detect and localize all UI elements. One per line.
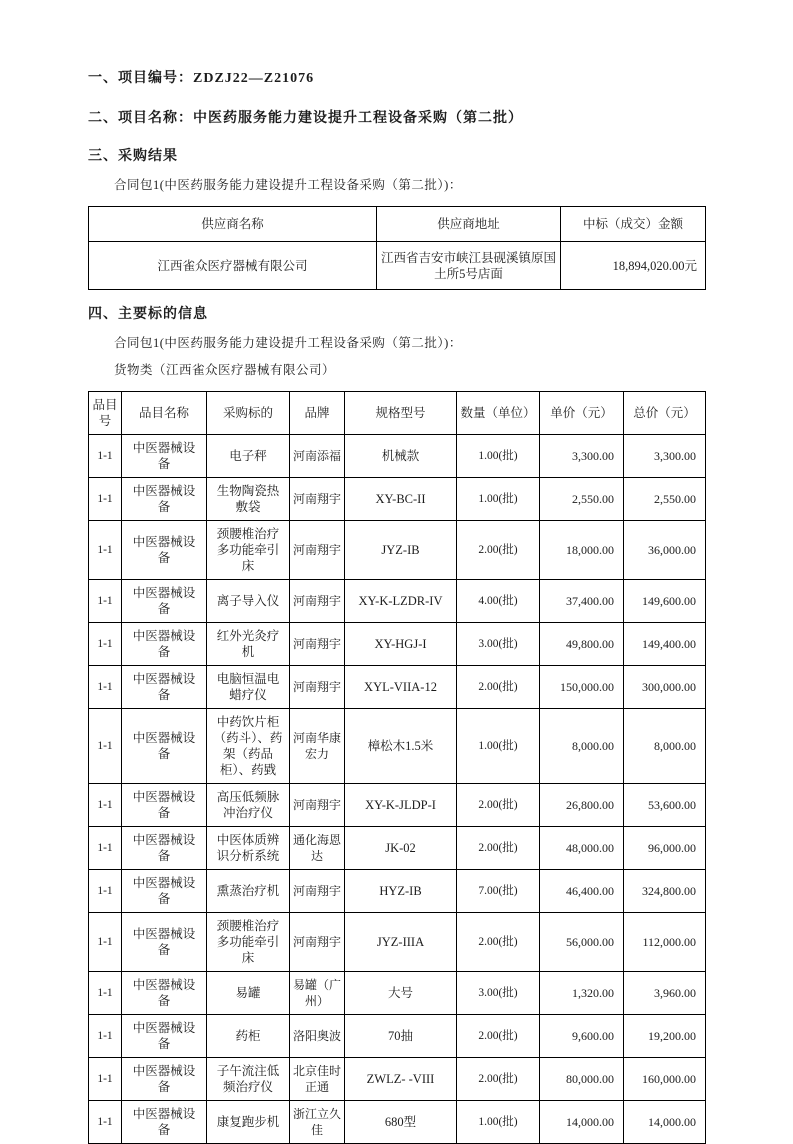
table-cell: 1-1: [89, 1058, 122, 1101]
table-cell: 46,400.00: [540, 870, 624, 913]
table-cell: 浙江立久佳: [290, 1101, 345, 1144]
table-row: [89, 435, 706, 478]
header-cell: 供应商地址: [377, 207, 561, 242]
table-cell: 8,000.00: [624, 709, 706, 784]
table-cell: 中医器械设备: [122, 784, 207, 827]
heading-project-number: 一、项目编号：ZDZJ22—Z21076: [88, 71, 315, 86]
table-cell: 324,800.00: [624, 870, 706, 913]
heading-project-name: 二、项目名称：中医药服务能力建设提升工程设备采购（第二批）: [88, 111, 523, 126]
table-cell: 680型: [345, 1101, 457, 1144]
table-cell: 河南翔宇: [290, 580, 345, 623]
table-row: [89, 709, 706, 784]
table-cell: 康复跑步机: [207, 1101, 290, 1144]
table-cell: 2.00(批): [457, 1058, 540, 1101]
items-table-head: [89, 392, 706, 435]
table-cell: 8,000.00: [540, 709, 624, 784]
table-cell: 160,000.00: [624, 1058, 706, 1101]
table-cell: 生物陶瓷热敷袋: [207, 478, 290, 521]
table-cell: 150,000.00: [540, 666, 624, 709]
table-cell: 中医器械设备: [122, 827, 207, 870]
table-cell: 大号: [345, 972, 457, 1015]
table-cell: 7.00(批): [457, 870, 540, 913]
table-cell: 中药饮片柜（药斗）、药架（药品柜）、药戥: [207, 709, 290, 784]
table-cell: 河南翔宇: [290, 521, 345, 580]
table-cell: 中医器械设备: [122, 1101, 207, 1144]
table-cell: 中医器械设备: [122, 521, 207, 580]
heading-procurement-result: 三、采购结果: [88, 149, 178, 164]
table-cell: 9,600.00: [540, 1015, 624, 1058]
table-cell: 河南翔宇: [290, 870, 345, 913]
table-cell: 1-1: [89, 709, 122, 784]
table-cell: 1-1: [89, 521, 122, 580]
result-table-head: [89, 207, 706, 242]
header-cell: 品目号: [89, 392, 122, 435]
table-cell: 电子秤: [207, 435, 290, 478]
table-cell: 高压低频脉冲治疗仪: [207, 784, 290, 827]
table-cell: XYL-VIIA-12: [345, 666, 457, 709]
table-cell: 3,300.00: [624, 435, 706, 478]
header-cell: 规格型号: [345, 392, 457, 435]
table-cell: 1-1: [89, 1015, 122, 1058]
table-cell: 2.00(批): [457, 827, 540, 870]
contract-package-line-info: 合同包1(中医药服务能力建设提升工程设备采购（第二批）)：: [114, 336, 462, 350]
table-cell: 红外光灸疗机: [207, 623, 290, 666]
table-cell: 中医体质辨识分析系统: [207, 827, 290, 870]
table-cell: 56,000.00: [540, 913, 624, 972]
table-cell: 1-1: [89, 784, 122, 827]
table-cell: 子午流注低频治疗仪: [207, 1058, 290, 1101]
table-cell: 1-1: [89, 972, 122, 1015]
table-cell: JYZ-IB: [345, 521, 457, 580]
table-cell: 3.00(批): [457, 972, 540, 1015]
table-cell: 中医器械设备: [122, 580, 207, 623]
table-cell: 70抽: [345, 1015, 457, 1058]
table-row: [89, 242, 706, 290]
table-row: [89, 478, 706, 521]
table-cell: JYZ-IIIA: [345, 913, 457, 972]
table-cell: 中医器械设备: [122, 435, 207, 478]
table-row: [89, 972, 706, 1015]
table-cell: 机械款: [345, 435, 457, 478]
table-cell: 2.00(批): [457, 913, 540, 972]
table-cell: 河南翔宇: [290, 784, 345, 827]
table-cell: 53,600.00: [624, 784, 706, 827]
table-cell: 4.00(批): [457, 580, 540, 623]
header-cell: 单价（元）: [540, 392, 624, 435]
table-cell: JK-02: [345, 827, 457, 870]
table-cell: XY-K-LZDR-IV: [345, 580, 457, 623]
header-cell: 采购标的: [207, 392, 290, 435]
table-cell: 中医器械设备: [122, 870, 207, 913]
table-cell: 26,800.00: [540, 784, 624, 827]
table-cell: 河南华康宏力: [290, 709, 345, 784]
header-cell: 品目名称: [122, 392, 207, 435]
table-cell: 14,000.00: [540, 1101, 624, 1144]
table-row: [89, 870, 706, 913]
table-cell: 2.00(批): [457, 521, 540, 580]
table-cell: 300,000.00: [624, 666, 706, 709]
table-cell: 通化海恩达: [290, 827, 345, 870]
table-cell: 1-1: [89, 478, 122, 521]
table-cell: 2.00(批): [457, 1015, 540, 1058]
header-row: [89, 207, 706, 242]
table-cell: 1,320.00: [540, 972, 624, 1015]
table-cell: 2,550.00: [540, 478, 624, 521]
header-cell: 中标（成交）金额: [561, 207, 706, 242]
table-row: [89, 666, 706, 709]
table-cell: XY-HGJ-I: [345, 623, 457, 666]
items-detail-table: [88, 391, 706, 1144]
table-cell: 1-1: [89, 623, 122, 666]
table-cell: 1-1: [89, 1101, 122, 1144]
table-cell: 电脑恒温电蜡疗仪: [207, 666, 290, 709]
table-row: [89, 913, 706, 972]
table-row: [89, 580, 706, 623]
table-cell: 3.00(批): [457, 623, 540, 666]
table-cell: 3,960.00: [624, 972, 706, 1015]
table-cell: 颈腰椎治疗多功能牵引床: [207, 913, 290, 972]
table-cell: HYZ-IB: [345, 870, 457, 913]
table-cell: 18,894,020.00元: [561, 242, 706, 290]
table-cell: 河南添福: [290, 435, 345, 478]
table-cell: 2.00(批): [457, 784, 540, 827]
table-cell: 1-1: [89, 435, 122, 478]
table-cell: 熏蒸治疗机: [207, 870, 290, 913]
table-cell: 江西雀众医疗器械有限公司: [89, 242, 377, 290]
table-cell: 48,000.00: [540, 827, 624, 870]
table-row: [89, 521, 706, 580]
table-cell: 药柜: [207, 1015, 290, 1058]
table-row: [89, 623, 706, 666]
header-cell: 总价（元）: [624, 392, 706, 435]
heading-main-info: 四、主要标的信息: [88, 307, 208, 322]
table-cell: 中医器械设备: [122, 709, 207, 784]
table-cell: 河南翔宇: [290, 913, 345, 972]
table-cell: 中医器械设备: [122, 913, 207, 972]
table-cell: 1.00(批): [457, 478, 540, 521]
table-cell: 离子导入仪: [207, 580, 290, 623]
table-cell: 樟松木1.5米: [345, 709, 457, 784]
header-cell: 数量（单位）: [457, 392, 540, 435]
table-cell: 3,300.00: [540, 435, 624, 478]
table-cell: 洛阳奥波: [290, 1015, 345, 1058]
table-cell: 1.00(批): [457, 1101, 540, 1144]
table-row: [89, 827, 706, 870]
table-cell: 中医器械设备: [122, 478, 207, 521]
table-cell: 1.00(批): [457, 709, 540, 784]
table-cell: 19,200.00: [624, 1015, 706, 1058]
table-cell: 14,000.00: [624, 1101, 706, 1144]
table-cell: XY-K-JLDP-I: [345, 784, 457, 827]
result-table-body: [89, 242, 706, 290]
table-cell: 河南翔宇: [290, 623, 345, 666]
table-cell: 颈腰椎治疗多功能牵引床: [207, 521, 290, 580]
goods-category-line: 货物类（江西雀众医疗器械有限公司）: [114, 363, 336, 377]
table-row: [89, 1015, 706, 1058]
table-cell: 2.00(批): [457, 666, 540, 709]
table-cell: 1-1: [89, 870, 122, 913]
header-cell: 品牌: [290, 392, 345, 435]
table-cell: 中医器械设备: [122, 623, 207, 666]
table-cell: 112,000.00: [624, 913, 706, 972]
table-cell: 1-1: [89, 827, 122, 870]
supplier-result-table: [88, 206, 706, 290]
table-cell: 36,000.00: [624, 521, 706, 580]
table-cell: 80,000.00: [540, 1058, 624, 1101]
table-cell: 易罐（广州）: [290, 972, 345, 1015]
table-cell: 18,000.00: [540, 521, 624, 580]
table-cell: 中医器械设备: [122, 666, 207, 709]
table-cell: 96,000.00: [624, 827, 706, 870]
header-cell: 供应商名称: [89, 207, 377, 242]
contract-package-line-result: 合同包1(中医药服务能力建设提升工程设备采购（第二批）)：: [114, 178, 462, 192]
items-table-body: [89, 435, 706, 1144]
table-cell: 149,600.00: [624, 580, 706, 623]
table-cell: 1-1: [89, 580, 122, 623]
table-row: [89, 1101, 706, 1144]
table-cell: 中医器械设备: [122, 972, 207, 1015]
table-cell: 149,400.00: [624, 623, 706, 666]
table-cell: 河南翔宇: [290, 478, 345, 521]
table-cell: 北京佳时正通: [290, 1058, 345, 1101]
table-cell: 37,400.00: [540, 580, 624, 623]
table-cell: ZWLZ- -VIII: [345, 1058, 457, 1101]
table-cell: 中医器械设备: [122, 1015, 207, 1058]
table-cell: 江西省吉安市峡江县砚溪镇原国土所5号店面: [377, 242, 561, 290]
table-cell: XY-BC-II: [345, 478, 457, 521]
table-cell: 49,800.00: [540, 623, 624, 666]
header-row: [89, 392, 706, 435]
table-cell: 河南翔宇: [290, 666, 345, 709]
table-row: [89, 1058, 706, 1101]
table-row: [89, 784, 706, 827]
table-cell: 中医器械设备: [122, 1058, 207, 1101]
table-cell: 1-1: [89, 666, 122, 709]
table-cell: 1.00(批): [457, 435, 540, 478]
table-cell: 1-1: [89, 913, 122, 972]
table-cell: 2,550.00: [624, 478, 706, 521]
table-cell: 易罐: [207, 972, 290, 1015]
